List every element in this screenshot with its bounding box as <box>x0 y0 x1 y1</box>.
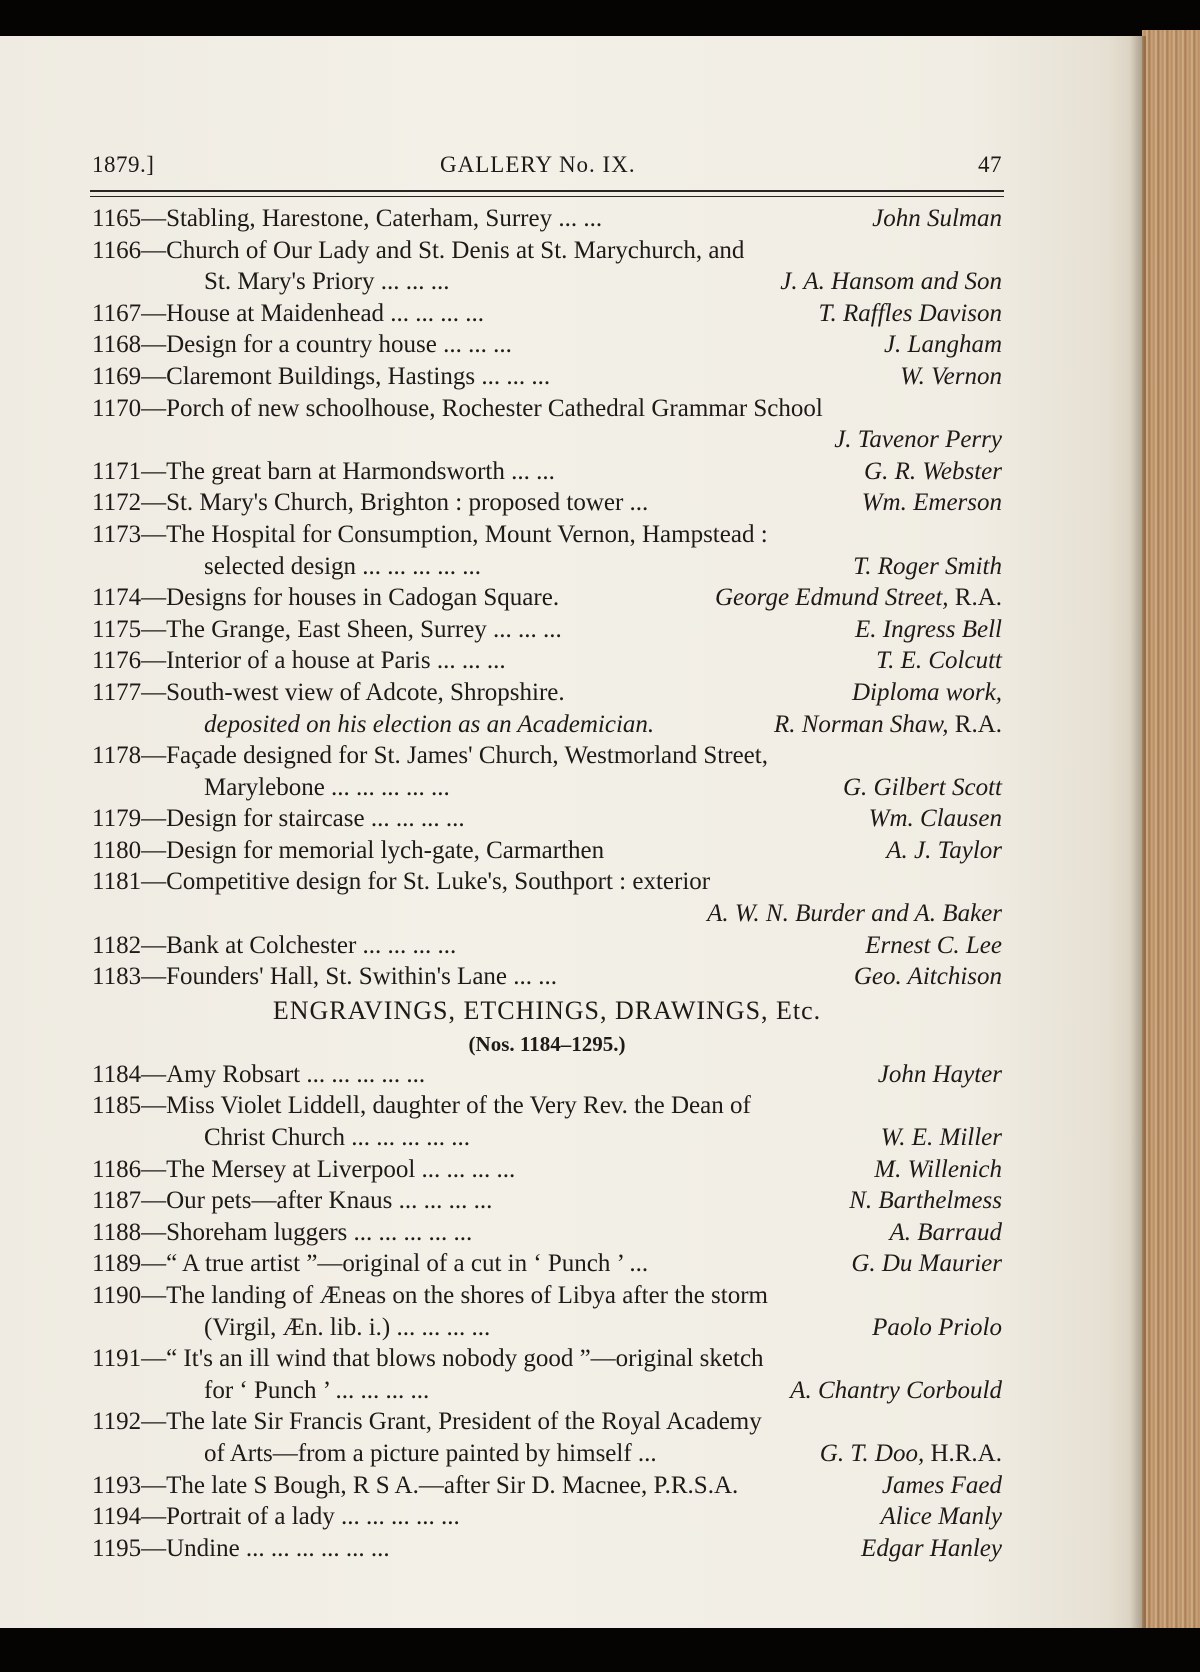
entry-title: 1169—Claremont Buildings, Hastings ... ... ... <box>92 362 551 390</box>
artist-title-suffix: R.A. <box>948 710 1002 738</box>
catalogue-entry <box>92 361 1002 393</box>
entry-artist <box>861 1533 1002 1565</box>
entry-title: 1175—The Grange, East Sheen, Surrey ... ... ... <box>92 615 562 643</box>
entry-title: 1171—The great barn at Harmondsworth ... ... <box>92 457 555 485</box>
entry-artist <box>855 614 1002 646</box>
catalogue-entry <box>92 235 1002 267</box>
entry-artist <box>881 1501 1002 1533</box>
artist-name: G. T. Doo, <box>819 1439 925 1467</box>
catalogue-entry <box>92 898 1002 930</box>
entry-title: 1191—“ It's an ill wind that blows nobody good ”—original sketch <box>92 1345 764 1373</box>
catalogue-entry-continuation <box>92 709 1002 741</box>
catalogue-entry-continuation <box>92 772 1002 804</box>
artist-name: G. Du Maurier <box>851 1250 1002 1278</box>
artist-title-suffix: H.R.A. <box>924 1439 1002 1467</box>
entry-artist <box>890 1217 1003 1249</box>
entry-title: 1184—Amy Robsart ... ... ... ... ... <box>92 1060 426 1088</box>
entry-artist <box>869 803 1002 835</box>
entry-title: 1179—Design for staircase ... ... ... ... <box>92 805 465 833</box>
artist-title-suffix: R.A. <box>948 584 1002 612</box>
entry-artist <box>707 898 1002 930</box>
entry-artist <box>881 1122 1002 1154</box>
entry-title: 1189—“ A true artist ”—original of a cut in ‘ Punch ’ ... <box>92 1250 649 1278</box>
catalogue-entry <box>92 1343 1002 1375</box>
catalogue-entry-continuation <box>92 266 1002 298</box>
entry-title: deposited on his election as an Academician. <box>204 710 655 738</box>
entry-artist <box>864 456 1002 488</box>
artist-name: J. A. Hansom and Son <box>780 268 1002 296</box>
catalogue-entry-continuation <box>92 1312 1002 1344</box>
entry-title: 1165—Stabling, Harestone, Caterham, Surrey ... ... <box>92 205 603 232</box>
artist-name: G. Gilbert Scott <box>842 773 1002 801</box>
entry-artist <box>900 361 1002 393</box>
artist-name: T. Roger Smith <box>853 552 1002 580</box>
gutter-shadow <box>1130 36 1146 1628</box>
catalogue-entry-continuation <box>92 1438 1002 1470</box>
catalogue-entry <box>92 1470 1002 1502</box>
artist-name: Ernest C. Lee <box>865 931 1002 959</box>
entry-artist <box>872 1312 1002 1344</box>
catalogue-entry <box>92 424 1002 456</box>
entry-title: 1195—Undine ... ... ... ... ... ... <box>92 1534 390 1562</box>
catalogue-entry <box>92 1501 1002 1533</box>
entry-title: 1174—Designs for houses in Cadogan Square. <box>92 584 560 612</box>
catalogue-entry <box>92 677 1002 709</box>
catalogue-entry <box>92 1406 1002 1438</box>
catalogue-entry <box>92 298 1002 330</box>
entry-title: Marylebone ... ... ... ... ... <box>204 773 450 801</box>
artist-name: Wm. Clausen <box>868 805 1002 833</box>
entry-title: 1190—The landing of Æneas on the shores of Libya after the storm <box>92 1282 768 1309</box>
entry-artist <box>878 1059 1002 1091</box>
artist-name: A. Chantry Corbould <box>790 1376 1002 1404</box>
artist-name: John Hayter <box>877 1060 1002 1088</box>
artist-name: R. Norman Shaw, <box>773 710 949 738</box>
catalogue-entry <box>92 1154 1002 1186</box>
catalogue-entry <box>92 456 1002 488</box>
page-number: 47 <box>978 152 1002 177</box>
scan-border-bottom <box>0 1628 1200 1672</box>
section-heading: ENGRAVINGS, ETCHINGS, DRAWINGS, Etc. <box>272 995 822 1025</box>
entry-title: 1182—Bank at Colchester ... ... ... ... <box>92 931 457 959</box>
entry-title: 1188—Shoreham luggers ... ... ... ... ... <box>92 1218 473 1246</box>
catalogue-entry <box>92 835 1002 867</box>
entry-title: Christ Church ... ... ... ... ... <box>204 1124 470 1152</box>
entry-title: 1192—The late Sir Francis Grant, President of the Royal Academy <box>92 1408 762 1436</box>
header-rule-thin <box>90 196 1004 197</box>
entry-artist <box>834 424 1002 456</box>
artist-name: Wm. Emerson <box>861 489 1002 517</box>
entry-artist <box>715 582 1002 614</box>
entry-title: 1178—Façade designed for St. James' Church, Westmorland Street, <box>92 742 768 770</box>
entry-title: 1173—The Hospital for Consumption, Mount Vernon, Hampstead : <box>92 520 768 548</box>
artist-name: W. E. Miller <box>880 1124 1002 1152</box>
entry-artist <box>820 1438 1002 1470</box>
catalogue-entry-continuation <box>92 1375 1002 1407</box>
entry-title: 1177—South-west view of Adcote, Shropshire. <box>92 678 565 706</box>
artist-name: James Faed <box>881 1471 1002 1499</box>
catalogue-entry-continuation <box>92 551 1002 583</box>
entry-artist <box>852 677 1002 709</box>
catalogue-entry <box>92 866 1002 898</box>
architecture-entries <box>92 203 1002 993</box>
running-header <box>92 152 1002 184</box>
catalogue-entry <box>92 1280 1002 1312</box>
artist-name: George Edmund Street, <box>715 584 949 612</box>
entry-artist <box>854 961 1002 993</box>
entry-title: 1172—St. Mary's Church, Brighton : proposed tower ... <box>92 489 649 517</box>
entry-title: 1167—House at Maidenhead ... ... ... ... <box>92 299 485 327</box>
entry-artist <box>851 1248 1002 1280</box>
entry-artist <box>862 487 1002 519</box>
book-page <box>0 36 1142 1628</box>
book-page-edges <box>1142 30 1200 1630</box>
artist-name: T. E. Colcutt <box>876 647 1002 675</box>
catalogue-entry <box>92 614 1002 646</box>
catalogue-entry <box>92 645 1002 677</box>
entry-artist <box>872 203 1002 235</box>
artist-name: J. Langham <box>883 331 1002 359</box>
catalogue-entry <box>92 1248 1002 1280</box>
entry-artist <box>790 1375 1002 1407</box>
artist-name: G. R. Webster <box>864 457 1002 485</box>
entry-title: for ‘ Punch ’ ... ... ... ... <box>204 1376 430 1404</box>
catalogue-entry <box>92 740 1002 772</box>
entry-title: 1166—Church of Our Lady and St. Denis at St. Marychurch, and <box>92 236 745 264</box>
entry-title: 1180—Design for memorial lych-gate, Carmarthen <box>92 836 605 864</box>
catalogue-entry <box>92 329 1002 361</box>
entry-title: St. Mary's Priory ... ... ... <box>204 268 450 296</box>
header-year: 1879.] <box>92 152 155 177</box>
entry-artist <box>774 709 1002 741</box>
artist-name: J. Tavenor Perry <box>834 426 1002 454</box>
section-number-range: (Nos. 1184–1295.) <box>468 1031 626 1056</box>
artist-name: W. Vernon <box>900 362 1002 390</box>
catalogue-entry <box>92 1090 1002 1122</box>
entry-artist <box>780 266 1002 298</box>
artist-name: T. Raffles Davison <box>818 299 1002 327</box>
entry-artist <box>849 1185 1002 1217</box>
catalogue-entry <box>92 393 1002 425</box>
artist-name: A. W. N. Burder and A. Baker <box>707 900 1002 928</box>
catalogue-entry <box>92 803 1002 835</box>
entry-title: 1194—Portrait of a lady ... ... ... ... ... <box>92 1503 460 1531</box>
catalogue-entry <box>92 961 1002 993</box>
artist-name: Diploma work, <box>852 678 1002 706</box>
artist-name: N. Barthelmess <box>849 1187 1002 1215</box>
entry-title: 1186—The Mersey at Liverpool ... ... ... ... <box>92 1155 516 1183</box>
entry-title: (Virgil, Æn. lib. i.) ... ... ... ... <box>204 1313 491 1341</box>
engraving-entries <box>92 1059 1002 1565</box>
catalogue-entry <box>92 487 1002 519</box>
entry-title: 1181—Competitive design for St. Luke's, Southport : exterior <box>92 868 711 896</box>
catalogue-entry-continuation <box>92 1122 1002 1154</box>
entry-artist <box>886 835 1002 867</box>
header-rule-thick <box>90 190 1004 192</box>
artist-name: E. Ingress Bell <box>855 615 1002 643</box>
catalogue-entry <box>92 582 1002 614</box>
artist-name: M. Willenich <box>874 1155 1002 1183</box>
artist-name: A. Barraud <box>889 1218 1002 1246</box>
entry-title: 1187—Our pets—after Knaus ... ... ... ... <box>92 1187 493 1215</box>
artist-name: John Sulman <box>872 205 1002 232</box>
header-title: GALLERY No. IX. <box>440 152 636 177</box>
artist-name: Edgar Hanley <box>861 1534 1002 1562</box>
entry-title: 1185—Miss Violet Liddell, daughter of the Very Rev. the Dean of <box>92 1092 751 1120</box>
entry-artist <box>853 551 1002 583</box>
catalogue-entry <box>92 1185 1002 1217</box>
catalogue-entry <box>92 519 1002 551</box>
entry-artist <box>818 298 1002 330</box>
entry-artist <box>865 930 1002 962</box>
entry-title: selected design ... ... ... ... ... <box>204 552 482 580</box>
scan-border-top <box>0 0 1200 36</box>
artist-name: A. J. Taylor <box>886 836 1002 864</box>
entry-artist <box>876 645 1002 677</box>
catalogue-entry <box>92 1533 1002 1565</box>
artist-name: Geo. Aitchison <box>853 963 1002 991</box>
entry-title: 1176—Interior of a house at Paris ... ... ... <box>92 647 506 675</box>
entry-title: 1170—Porch of new schoolhouse, Rochester Cathedral Grammar School <box>92 394 823 422</box>
entry-title: 1183—Founders' Hall, St. Swithin's Lane ... ... <box>92 963 558 991</box>
entry-artist <box>874 1154 1002 1186</box>
entry-title: of Arts—from a picture painted by himself ... <box>204 1439 657 1467</box>
entry-artist <box>843 772 1002 804</box>
entry-title: 1193—The late S Bough, R S A.—after Sir D. Macnee, P.R.S.A. <box>92 1471 739 1499</box>
artist-name: Paolo Priolo <box>872 1313 1002 1341</box>
artist-name: Alice Manly <box>880 1503 1002 1531</box>
entry-artist <box>884 329 1002 361</box>
catalogue-entry <box>92 930 1002 962</box>
catalogue-entry <box>92 203 1002 235</box>
entry-artist <box>882 1470 1002 1502</box>
catalogue-list <box>92 203 1002 1564</box>
catalogue-entry <box>92 1059 1002 1091</box>
entry-title: 1168—Design for a country house ... ... ... <box>92 331 512 359</box>
catalogue-entry <box>92 1217 1002 1249</box>
